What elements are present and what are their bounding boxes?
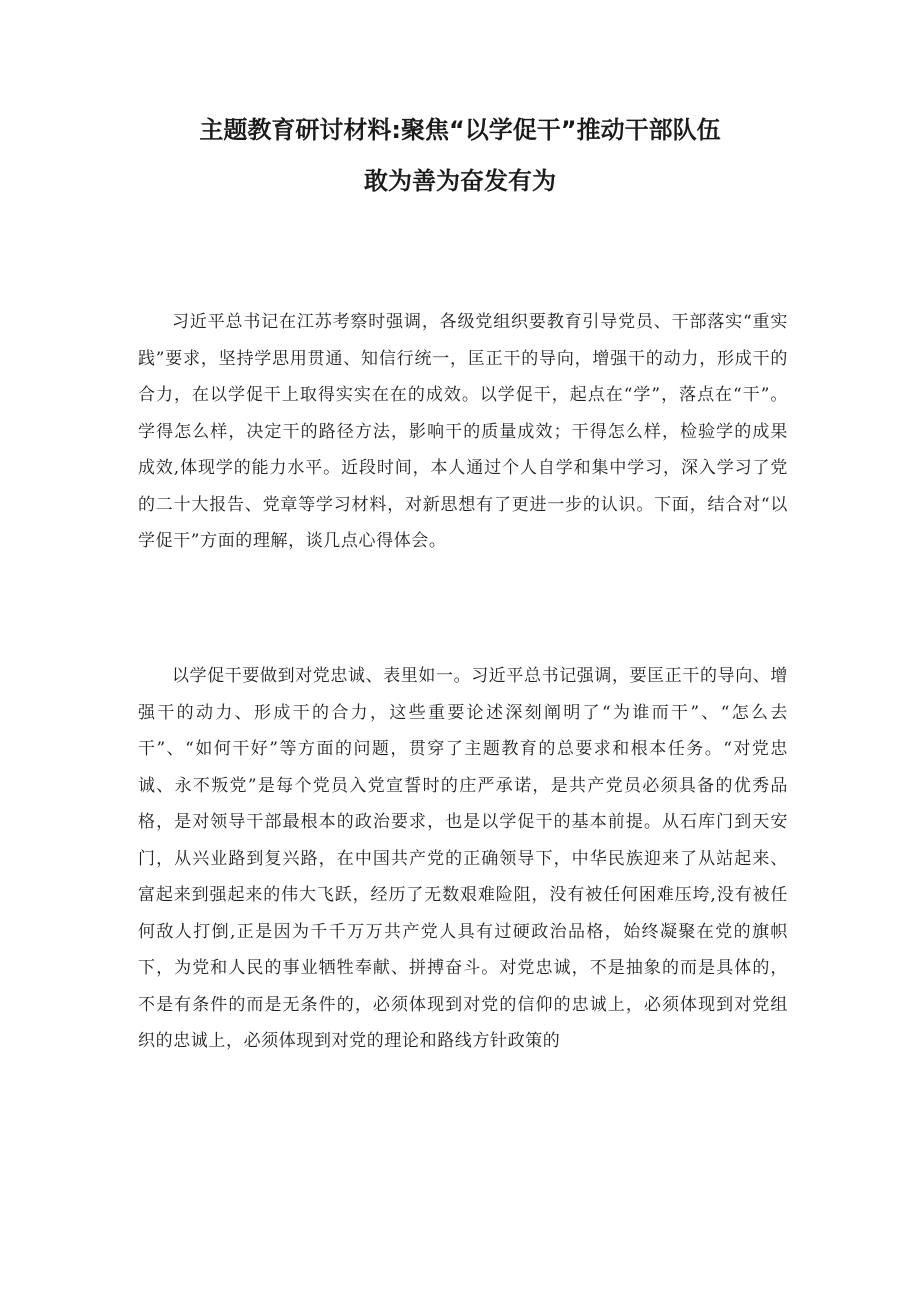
title-line-1: 主题教育研讨材料:聚焦“以学促干”推动干部队伍	[199, 116, 721, 144]
document-title	[100, 110, 820, 201]
body-paragraph-1: 习近平总书记在江苏考察时强调，各级党组织要教育引导党员、干部落实“重实践”要求，坚持学思用贯通、知信行统一，匡正干的导向，增强干的动力，形成干的合力，在以学促干上取得实实在在的成效。以学促干，起点在“学”，落点在“干”。学得怎么样，决定干的路径方法，影响干的质量成效；干得怎么样，检验学的成果成效,体现学的能力水平。近段时间，本人通过个人自学和集中学习，深入学习了党的二十大报告、党章等学习材料，对新思想有了更进一步的认识。下面，结合对“以学促干”方面的理解，谈几点心得体会。	[138, 312, 788, 551]
title-line-2: 敢为善为奋发有为	[364, 167, 556, 195]
body-paragraph-2: 以学促干要做到对党忠诚、表里如一。习近平总书记强调，要匡正干的导向、增强干的动力、形成干的合力，这些重要论述深刻阐明了“为谁而干”、“怎么去干”、“如何干好”等方面的问题，贯穿了主题教育的总要求和根本任务。“对党忠诚、永不叛党”是每个党员入党宣誓时的庄严承诺，是共产党员必须具备的优秀品格，是对领导干部最根本的政治要求，也是以学促干的基本前提。从石库门到天安门，从兴业路到复兴路，在中国共产党的正确领导下，中华民族迎来了从站起来、富起来到强起来的伟大飞跃，经历了无数艰难险阻，没有被任何困难压垮,没有被任何敌人打倒,正是因为千千万万共产党人具有过硬政治品格，始终凝聚在党的旗帜下，为党和人民的事业牺牲奉献、拼搏奋斗。对党忠诚，不是抽象的而是具体的，不是有条件的而是无条件的，必须体现到对党的信仰的忠诚上，必须体现到对党组织的忠诚上，必须体现到对党的理论和路线方针政策的	[138, 666, 788, 1051]
